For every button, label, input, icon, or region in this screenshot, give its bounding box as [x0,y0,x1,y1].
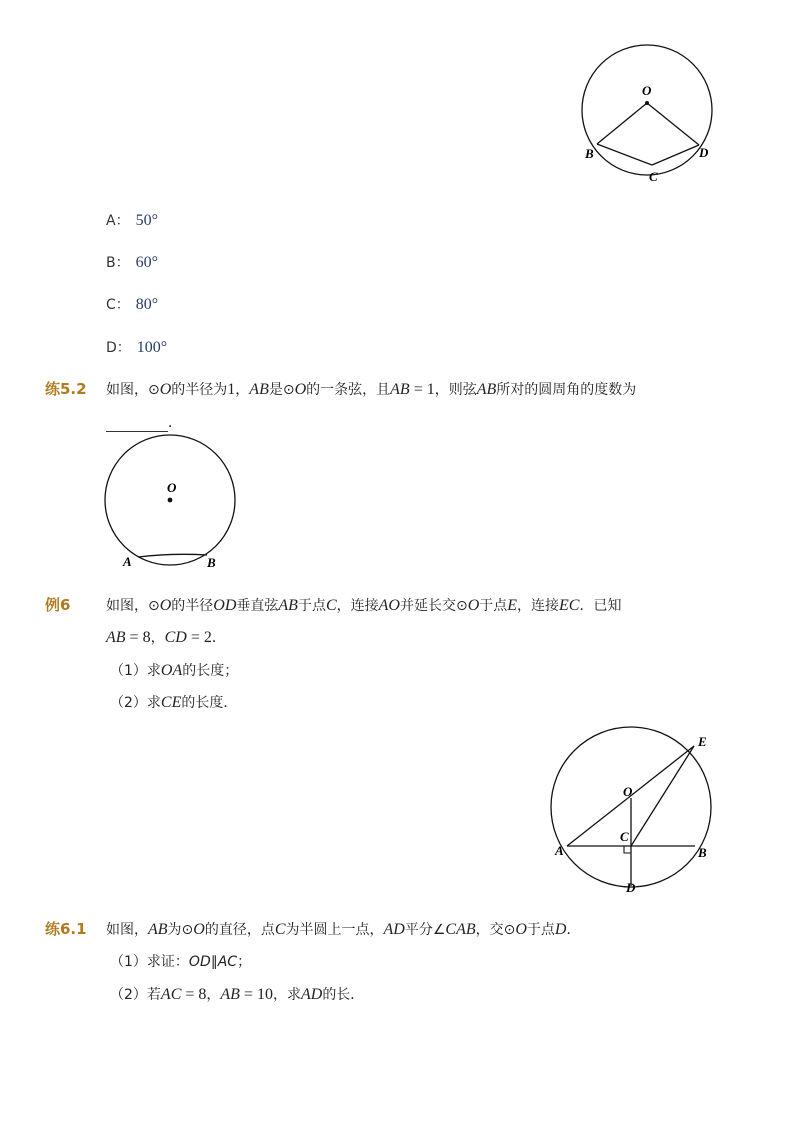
right-angle-mark [624,846,631,853]
problem-e6-question-1: （1）求OA的长度； [110,662,239,679]
option-value: 50° [135,212,158,229]
segment-od [647,103,699,145]
problem-tag-e6: 例6 [45,596,71,614]
circle [582,45,712,175]
figure-circle-obcd [575,30,725,190]
problem-6-1-question-1: （1）求证：OD∥AC； [110,954,252,970]
problem-5-2-text: 如图，⊙O的半径为1，AB是⊙O的一条弦，且AB = 1，则弦AB所对的圆周角的度数为 [106,381,637,398]
label-e: E [698,734,707,749]
problem-6-1-question-2: （2）若AC = 8，AB = 10，求AD的长． [110,986,365,1003]
problem-6-1-text: 如图，AB为⊙O的直径，点C为半圆上一点，AD平分∠CAB，交⊙O于点D． [106,921,581,938]
option-d[interactable] [106,337,167,357]
problem-e6-question-2: （2）求CE的长度． [110,694,238,711]
label-o: O [642,83,652,98]
label-o: O [623,784,633,799]
problem-tag-6-1: 练6.1 [45,920,87,938]
label-d: D [699,145,709,160]
problem-e6-text-line2: AB = 8，CD = 2． [106,629,226,646]
chord-ab [138,554,207,557]
option-b[interactable] [106,252,158,272]
figure-circle-chord-ab [95,430,245,575]
center-point [168,498,173,503]
segment-ob [597,103,647,144]
option-key: A： [106,213,130,229]
option-key: B： [106,255,130,271]
problem-tag-5-2: 练5.2 [45,380,87,398]
label-o: O [167,480,177,495]
label-c: C [620,829,629,844]
figure-circle-eocabd [540,720,725,900]
option-key: C： [106,297,130,313]
option-key: D： [106,340,131,356]
problem-e6-text-line1: 如图，⊙O的半径OD垂直弦AB于点C，连接AO并延长交⊙O于点E，连接EC．已知 [106,597,622,614]
label-d: D [626,880,636,895]
answer-blank-line[interactable]: ． [106,412,182,432]
option-value: 60° [135,254,159,271]
option-c[interactable] [106,294,158,314]
option-a[interactable] [106,210,158,230]
label-b: B [207,555,216,570]
option-value: 100° [136,339,168,356]
label-c: C [649,169,658,184]
label-a: A [555,843,564,858]
option-value: 80° [135,296,159,313]
label-b: B [585,146,594,161]
segment-cd [652,145,699,165]
segment-ce [631,746,694,846]
segment-bc [597,144,652,165]
label-b: B [698,845,707,860]
label-a: A [123,554,132,569]
